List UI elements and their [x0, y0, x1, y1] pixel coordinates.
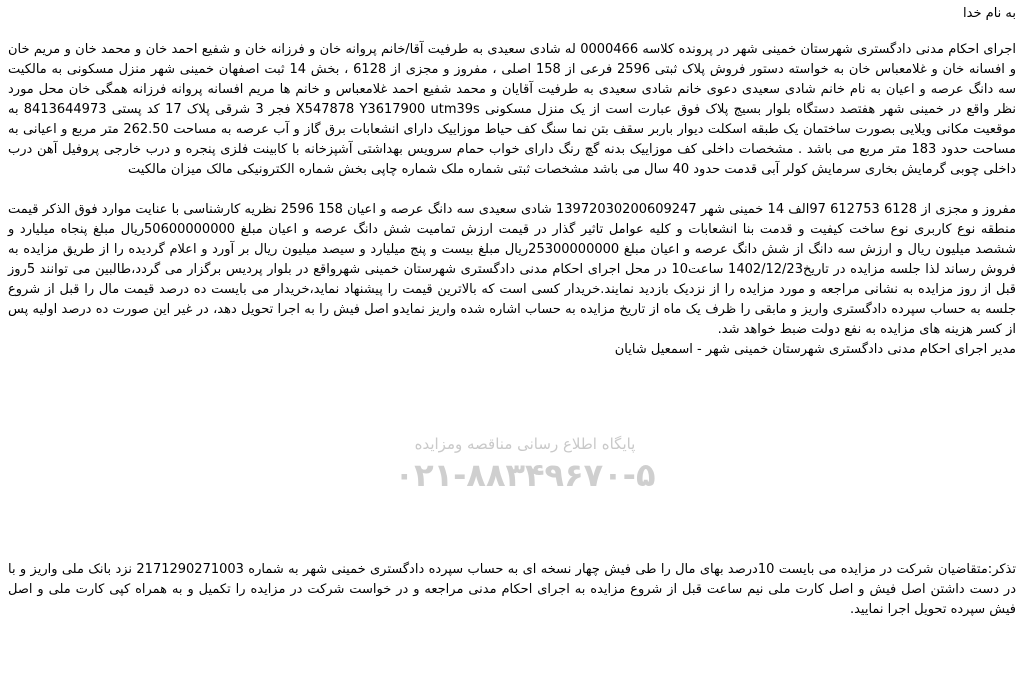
notice-paragraph-1: اجرای احکام مدنی دادگستری شهرستان خمینی شهر در پرونده کلاسه 0000466 له شادی سعیدی به طرفیت آقا/خانم پروانه خان و فرزانه خان و شفیع احمد خان و محمد خان و مریم خان و افسانه خان و غلامعباس خان به خواسته دستور فروش پلاک ثبتی 2596 فرعی از 158 اصلی ، مفروز و مجزی از 6128 ، بخش 14 ثبت اصفهان خمینی شهر منزل مسکونی به مالکیت سه دانگ عرصه و اعیان به نام خانم شادی سعیدی دعوی خانم شادی سعیدی به طرفیت آقایان و محمد شفیع احمد غلامعباس و خانم ها مریم افسانه پروانه فرزانه همگی خان محل مورد نظر واقع در خمینی شهر هفتصد دستگاه بلوار بسیج پلاک فوق عبارت است از یک منزل مسکونی X547878 Y3617900 utm39s فجر 3 شرقی پلاک 17 کد پستی 8413644973 به موقعیت مکانی ویلایی بصورت ساختمان یک طبقه اسکلت دیوار باربر سقف بتن نما سنگ کف حیاط موزاییک دارای انشعابات برق گاز و آب عرصه به مساحت 262.50 متر مربع و اعیانی به مساحت حدود 183 متر مربع می باشد . مشخصات داخلی کف موزاییک بدنه گچ رنگ دارای خواب حمام سرویس بهداشتی آشپزخانه با کابینت فلزی پنجره و درب خارجی پروفیل آهن درب داخلی چوبی گرمایش بخاری سرمایش کولر آبی قدمت حدود 40 سال می باشد مشخصات ثبتی شماره ملک شماره چاپی بخش شماره الکترونیکی مالک میزان مالکیت	[8, 42, 1017, 177]
signature-line: مدیر اجرای احکام مدنی دادگستری شهرستان خمینی شهر - اسمعیل شایان	[614, 342, 1016, 357]
watermark-phone: ۰۲۱-۸۸۳۴۹۶۷۰-۵	[394, 456, 656, 494]
heading: به نام خدا	[963, 6, 1016, 21]
spacer	[8, 180, 1016, 200]
watermark	[360, 434, 690, 496]
watermark-text: پایگاه اطلاع رسانی مناقصه ومزایده	[414, 435, 636, 453]
note-paragraph: تذکر:متقاضیان شرکت در مزایده می بایست 10درصد بهای مال را طی فیش چهار نسخه ای به حساب سپرده دادگستری خمینی شهر به شماره 2171290271003 نزد بانک ملی واریز و با در دست داشتن اصل فیش و اصل کارت ملی نیم ساعت قبل از شروع مزایده به اجرای احکام مدنی مراجعه و در خواست شرکت در مزایده را تکمیل و به همراه کپی کارت ملی و اصل فیش سپرده تحویل اجرا نمایید.	[8, 562, 1016, 617]
auction-notice	[8, 4, 1016, 360]
notice-paragraph-2: مفروز و مجزی از 6128 612753 97الف 14 خمینی شهر 13972030200609247 شادی سعیدی سه دانگ عرصه و اعیان 158 2596 نظریه کارشناسی با عنایت موارد فوق الذکر قیمت منطقه نوع کاربری نوع ساخت کیفیت و قدمت بنا انشعابات و کلیه عوامل تاثیر گذار در قیمت ارزش تمامیت شش دانگ عرصه و اعیان مبلغ 50600000000ریال مبلغ پنجاه میلیارد و ششصد میلیون ریال و ارزش سه دانگ از شش دانگ عرصه و اعیان مبلغ 25300000000ریال مبلغ بیست و پنج میلیارد و سیصد میلیون ریال بر آورد و اعلام گردیده را از طریق مزایده به فروش رساند لذا جلسه مزایده در تاریخ1402/12/23 ساعت10 در محل اجرای احکام مدنی دادگستری شهرستان خمینی شهرواقع در بلوار پردیس برگزار می گردد،طالبین می توانند 5روز قبل از روز مزایده به نشانی مراجعه و مورد مزایده را از نزدیک بازدید نمایند.خریدار کسی است که بالاترین قیمت را پیشنهاد نماید،خریدار می بایست ده درصد قیمت مال را قبل از شروع جلسه به حساب سپرده دادگستری واریز و مابقی را ظرف یک ماه از تاریخ مزایده به حساب اشاره شده واریز نمایدو اصل فیش را به اجرا تحویل دهد، در غیر این صورت ده درصد اولیه پس از کسر هزینه های مزایده به نفع دولت ضبط خواهد شد.	[8, 202, 1017, 337]
